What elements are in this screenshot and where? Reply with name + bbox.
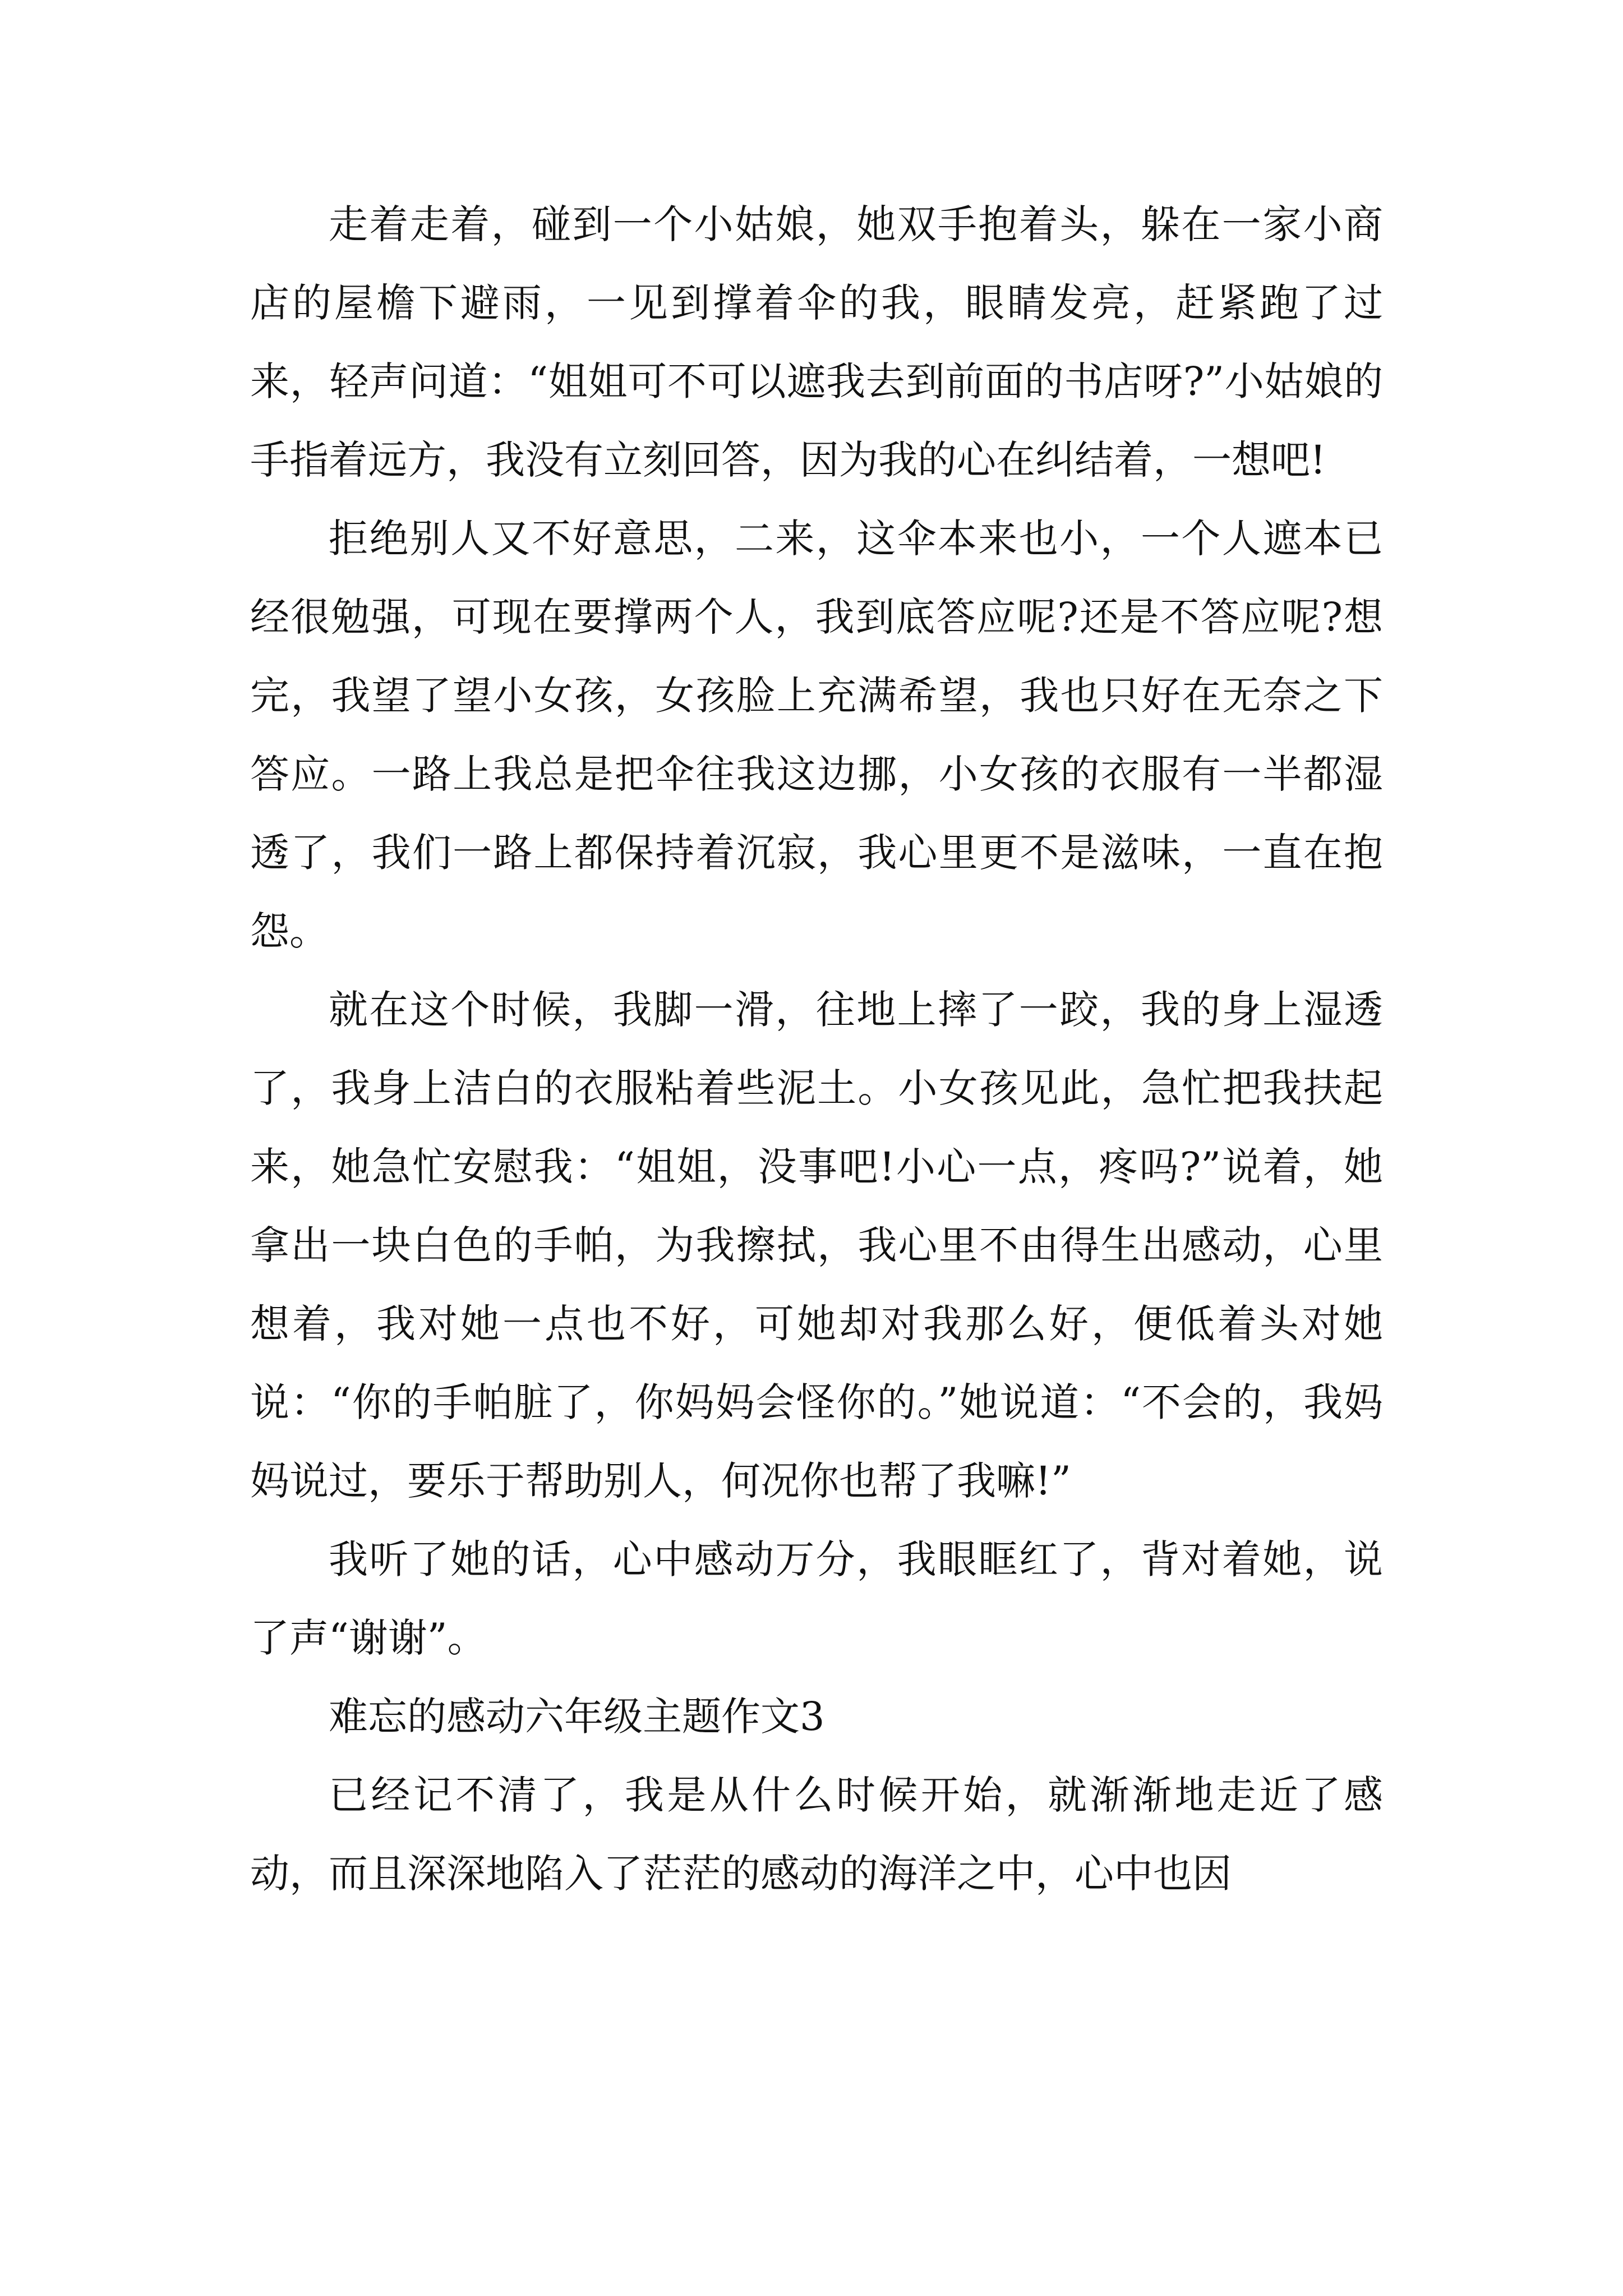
body-text <box>250 185 1383 1913</box>
paragraph-2: 拒绝别人又不好意思，二来，这伞本来也小，一个人遮本已经很勉强，可现在要撑两个人，我到底答应呢?还是不答应呢?想完，我望了望小女孩，女孩脸上充满希望，我也只好在无奈之下答应。一路上我总是把伞往我这边挪，小女孩的衣服有一半都湿透了，我们一路上都保持着沉寂，我心里更不是滋味，一直在抱怨。 <box>250 516 1383 954</box>
paragraph-1: 走着走着，碰到一个小姑娘，她双手抱着头，躲在一家小商店的屋檐下避雨，一见到撑着伞的我，眼睛发亮，赶紧跑了过来，轻声问道：“姐姐可不可以遮我去到前面的书店呀?”小姑娘的手指着远方，我没有立刻回答，因为我的心在纠结着，一想吧! <box>250 201 1383 483</box>
paragraph-4: 我听了她的话，心中感动万分，我眼眶红了，背对着她，说了声“谢谢”。 <box>250 1536 1383 1661</box>
paragraph-5: 已经记不清了，我是从什么时候开始，就渐渐地走近了感动，而且深深地陷入了茫茫的感动的海洋之中，心中也因 <box>250 1772 1383 1897</box>
paragraph-3: 就在这个时候，我脚一滑，往地上摔了一跤，我的身上湿透了，我身上洁白的衣服粘着些泥土。小女孩见此，急忙把我扶起来，她急忙安慰我：“姐姐，没事吧!小心一点，疼吗?”说着，她拿出一块白色的手帕，为我擦拭，我心里不由得生出感动，心里想着，我对她一点也不好，可她却对我那么好，便低着头对她说：“你的手帕脏了，你妈妈会怪你的。”她说道：“不会的，我妈妈说过，要乐于帮助别人，何况你也帮了我嘛!” <box>250 987 1383 1504</box>
section-heading: 难忘的感动六年级主题作文3 <box>329 1694 825 1740</box>
